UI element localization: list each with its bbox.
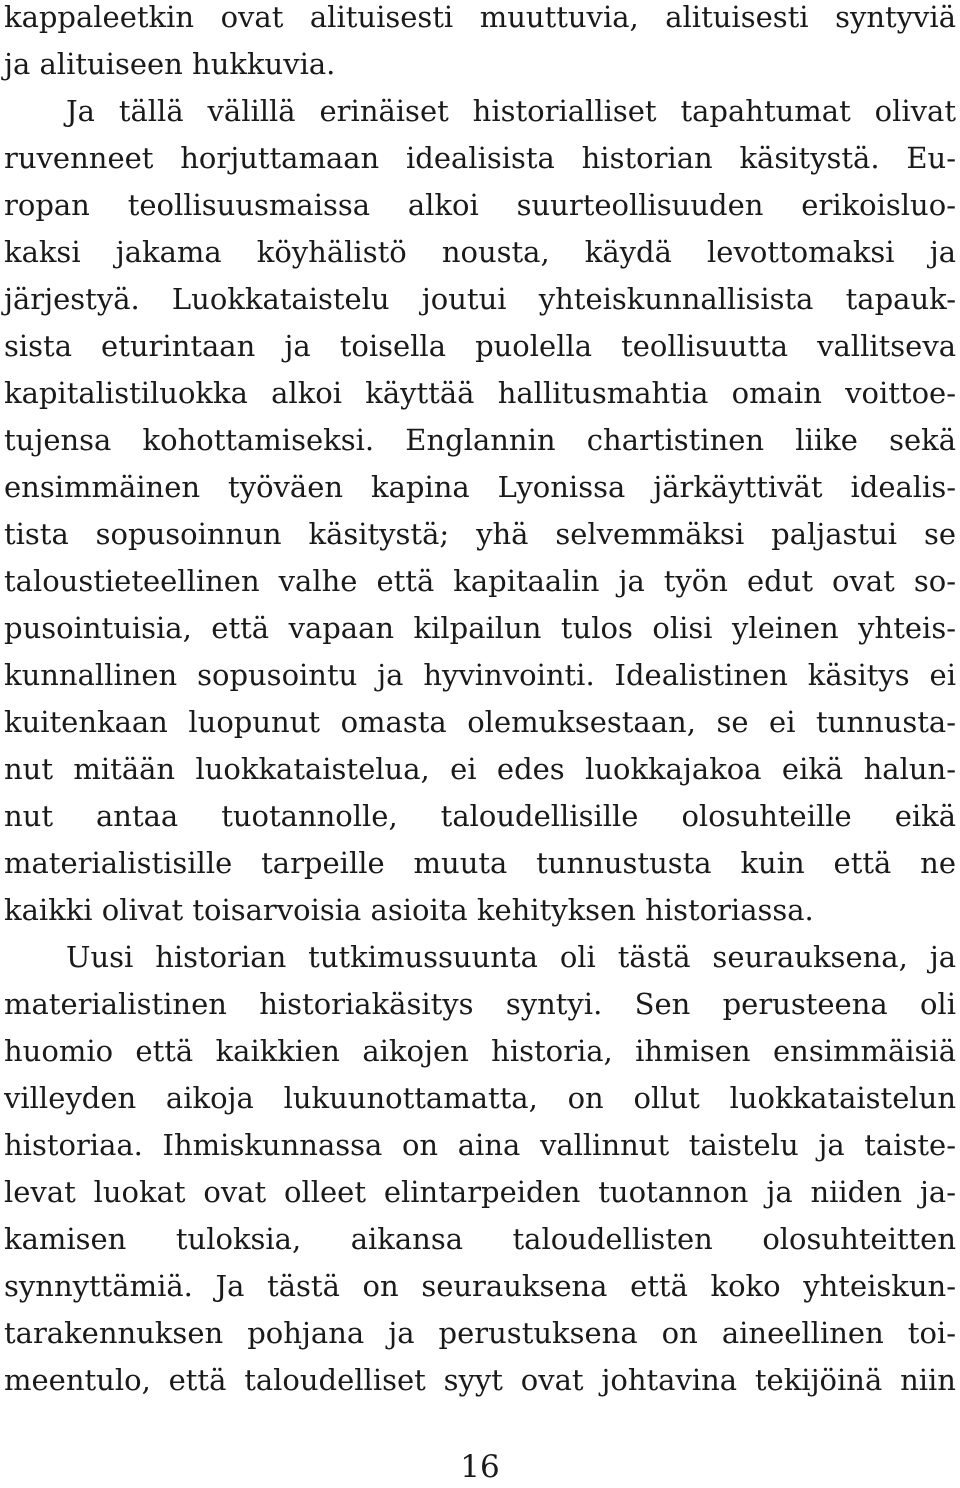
page-number: 16 [460,1449,500,1485]
text-line: ropan teollisuusmaissa alkoi suurteollisuuden erikoisluo- [4,188,956,222]
text-line: kuitenkaan luopunut omasta olemuksestaan, se ei tunnusta- [4,705,956,739]
text-line: nut mitään luokkataistelua, ei edes luokkajakoa eikä halun- [4,752,956,786]
text-line: levat luokat ovat olleet elintarpeiden tuotannon ja niiden ja- [4,1175,956,1209]
text-line: villeyden aikoja lukuunottamatta, on ollut luokkataistelun [4,1081,956,1115]
text-line: nut antaa tuotannolle, taloudellisille olosuhteille eikä [4,799,956,833]
text-line: kapitalistiluokka alkoi käyttää hallitusmahtia omain voittoe- [4,376,956,410]
text-line: materialistisille tarpeille muuta tunnustusta kuin että ne [4,846,956,880]
text-line: huomio että kaikkien aikojen historia, ihmisen ensimmäisiä [4,1034,956,1068]
text-line: Ja tällä välillä erinäiset historialliset tapahtumat olivat [66,94,956,128]
text-line: taloustieteellinen valhe että kapitaalin ja työn edut ovat so- [4,564,956,598]
text-line: synnyttämiä. Ja tästä on seurauksena että koko yhteiskun- [4,1269,956,1303]
text-line: tista sopusoinnun käsitystä; yhä selvemmäksi paljastui se [4,517,956,551]
text-line: kaksi jakama köyhälistö nousta, käydä levottomaksi ja [4,235,956,269]
text-line: ruvenneet horjuttamaan idealisista historian käsitystä. Eu- [4,141,956,175]
text-line: kunnallinen sopusointu ja hyvinvointi. Idealistinen käsitys ei [4,658,956,692]
text-line: sista eturintaan ja toisella puolella teollisuutta vallitseva [4,329,956,363]
text-line: materialistinen historiakäsitys syntyi. Sen perusteena oli [4,987,956,1021]
text-line: historiaa. Ihmiskunnassa on aina vallinnut taistelu ja taiste- [4,1128,956,1162]
text-line: järjestyä. Luokkataistelu joutui yhteiskunnallisista tapauk- [4,282,956,316]
text-line: Uusi historian tutkimussuunta oli tästä seurauksena, ja [66,940,956,974]
text-line: meentulo, että taloudelliset syyt ovat johtavina tekijöinä niin [4,1363,956,1397]
text-line: tujensa kohottamiseksi. Englannin chartistinen liike sekä [4,423,956,457]
text-line: tarakennuksen pohjana ja perustuksena on aineellinen toi- [4,1316,956,1350]
text-line: ensimmäinen työväen kapina Lyonissa järkäyttivät idealis- [4,470,956,504]
text-line: kamisen tuloksia, aikansa taloudellisten olosuhteitten [4,1222,956,1256]
text-line: kaikki olivat toisarvoisia asioita kehityksen historiassa. [4,893,814,927]
text-line: kappaleetkin ovat alituisesti muuttuvia, alituisesti syntyviä [4,0,956,34]
text-line: pusointuisia, että vapaan kilpailun tulos olisi yleinen yhteis- [4,611,956,645]
text-line: ja alituiseen hukkuvia. [4,47,336,81]
